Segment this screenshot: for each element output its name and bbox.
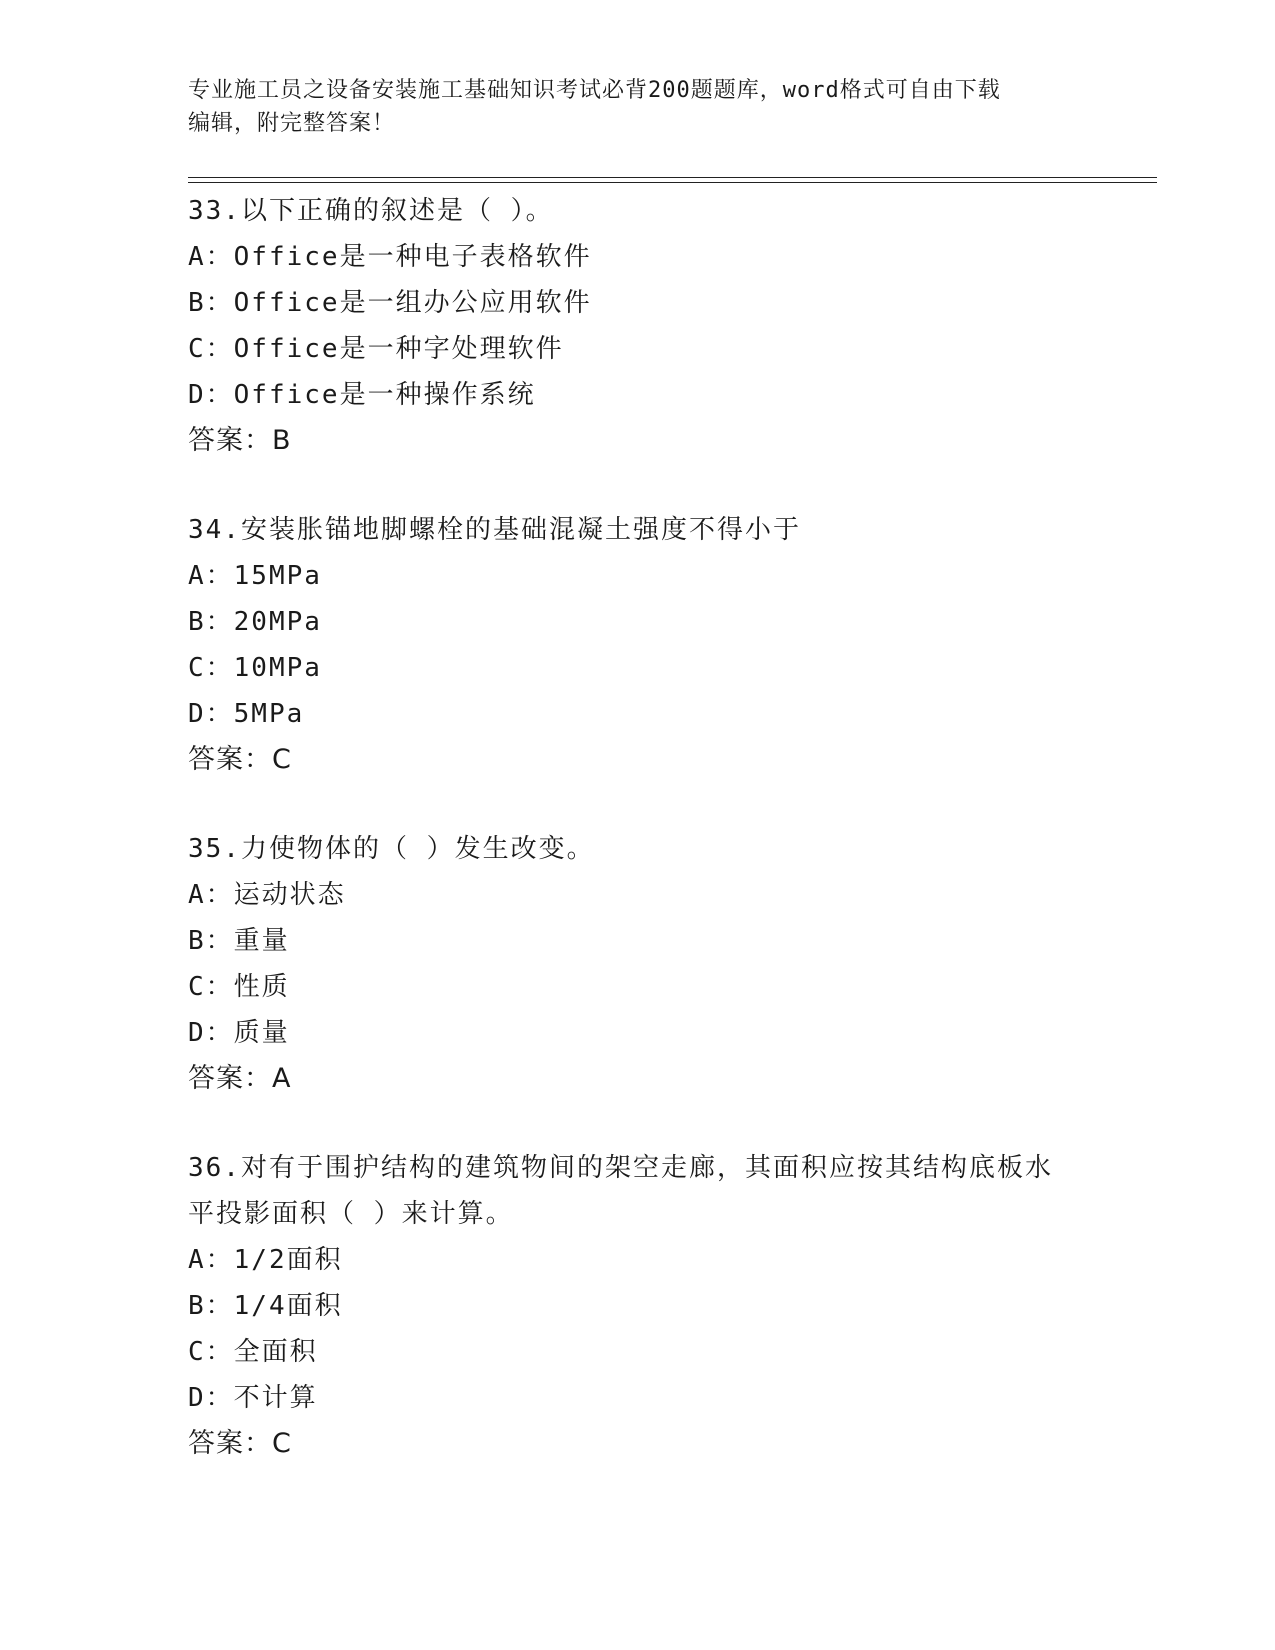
answer: 答案：C (188, 1428, 292, 1459)
option-a: A：1/2面积 (188, 1245, 343, 1275)
question-stem: 35.力使物体的（ ）发生改变。 (188, 834, 595, 864)
header-divider-top (188, 177, 1157, 178)
header-divider-bottom (188, 182, 1157, 183)
option-c: C：Office是一种字处理软件 (188, 334, 564, 364)
option-a: A：Office是一种电子表格软件 (188, 242, 592, 272)
question-34 (188, 507, 1088, 783)
question-stem: 34.安装胀锚地脚螺栓的基础混凝土强度不得小于 (188, 515, 801, 545)
option-b: B：Office是一组办公应用软件 (188, 288, 592, 318)
option-b: B：20MPa (188, 607, 322, 637)
question-33 (188, 188, 1088, 464)
option-d: D：Office是一种操作系统 (188, 380, 536, 410)
option-a: A：运动状态 (188, 880, 346, 910)
header-line-2: 编辑，附完整答案！ (188, 111, 396, 136)
question-35 (188, 826, 1088, 1102)
option-a: A：15MPa (188, 561, 322, 591)
option-d: D：5MPa (188, 699, 305, 729)
question-stem: 33.以下正确的叙述是（ ）。 (188, 196, 554, 226)
question-stem-line-2: 平投影面积（ ）来计算。 (188, 1199, 514, 1229)
answer: 答案：A (188, 1063, 292, 1094)
question-stem-line-1: 36.对有于围护结构的建筑物间的架空走廊，其面积应按其结构底板水 (188, 1153, 1053, 1183)
option-c: C：全面积 (188, 1337, 318, 1367)
option-d: D：质量 (188, 1018, 290, 1048)
answer: 答案：C (188, 744, 292, 775)
document-header (188, 74, 1088, 140)
question-36 (188, 1145, 1088, 1467)
option-c: C：10MPa (188, 653, 322, 683)
option-b: B：重量 (188, 926, 290, 956)
header-line-1: 专业施工员之设备安装施工基础知识考试必背200题题库，word格式可自由下载 (188, 78, 1001, 103)
option-c: C：性质 (188, 972, 290, 1002)
answer: 答案：B (188, 425, 292, 456)
option-d: D：不计算 (188, 1383, 318, 1413)
option-b: B：1/4面积 (188, 1291, 343, 1321)
